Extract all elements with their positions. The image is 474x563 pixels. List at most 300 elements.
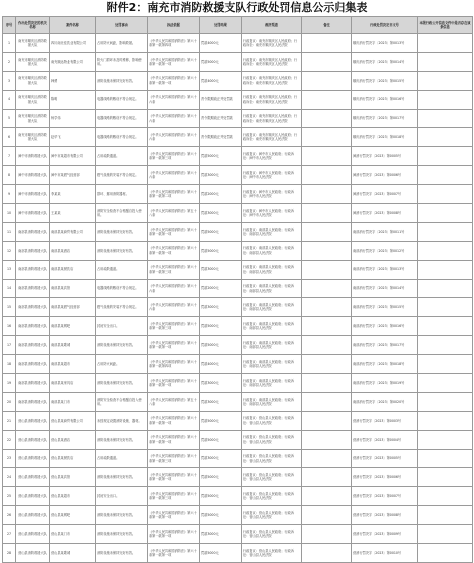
remedy-channel-cell: 行政复议：南充市顺庆区人民政府；行政诉讼：南充市顺庆区人民法院 <box>242 109 302 128</box>
decision-number-cell: 顺庆消行罚决字〔2023〕第0017号 <box>352 109 418 128</box>
row-number-cell: 26 <box>3 506 16 525</box>
row-number-cell: 12 <box>3 241 16 260</box>
penalty-result-cell: 罚款5000元 <box>200 222 242 241</box>
decision-number-cell: 营消行罚决字〔2023〕第0003号 <box>352 411 418 430</box>
violation-reason-cell: 消防设施未保持完好有效。 <box>96 468 148 487</box>
row-number-cell: 27 <box>3 525 16 544</box>
remedy-channel-cell: 行政复议：营山县人民政府；行政诉讼：营山县人民法院 <box>242 525 302 544</box>
violation-reason-cell: 占用防火间距。 <box>96 355 148 374</box>
decision-number-cell: 营消行罚决字〔2023〕第0007号 <box>352 487 418 506</box>
table-row <box>3 317 473 336</box>
disclosure-status-cell <box>418 468 473 487</box>
penalty-result-cell: 罚款5000元 <box>200 506 242 525</box>
row-number-cell: 13 <box>3 260 16 279</box>
authority-name-cell: 南部县消防救援大队 <box>16 392 50 411</box>
row-number-cell: 10 <box>3 204 16 223</box>
row-number-cell: 4 <box>3 90 16 109</box>
row-number-cell: 5 <box>3 109 16 128</box>
document-title: 附件2：南充市消防救援支队行政处罚信息公示归集表 <box>106 1 368 14</box>
case-name-cell: 王某某 <box>50 204 96 223</box>
remedy-channel-cell: 行政复议：南部县人民政府；行政诉讼：南部县人民法院 <box>242 317 302 336</box>
authority-name-cell: 南充市顺庆区消防救援大队 <box>16 128 50 147</box>
authority-name-cell: 营山县消防救援大队 <box>16 430 50 449</box>
case-name-cell: 南部县某门市 <box>50 392 96 411</box>
legal-basis-cell: 《中华人民共和国消防法》第六十条第一款第三项 <box>148 147 200 166</box>
violation-reason-cell: 占用疏散通道。 <box>96 449 148 468</box>
remarks-cell <box>302 90 352 109</box>
remarks-cell <box>302 355 352 374</box>
penalty-result-cell: 责令限期改正并处罚款 <box>200 90 242 109</box>
remarks-cell <box>302 468 352 487</box>
violation-reason-cell: 电器线路的敷设不符合规定。 <box>96 279 148 298</box>
decision-number-cell: 营消行罚决字〔2023〕第0009号 <box>352 525 418 544</box>
legal-basis-cell: 《中华人民共和国消防法》第六十条第一款第二项 <box>148 185 200 204</box>
violation-reason-cell: 消防设施未保持完好有效。 <box>96 544 148 563</box>
violation-reason-cell: 未按规定设置消防设施、器材。 <box>96 411 148 430</box>
remarks-cell <box>302 449 352 468</box>
authority-name-cell: 营山县消防救援大队 <box>16 487 50 506</box>
case-name-cell: 南部县某网吧 <box>50 317 96 336</box>
row-number-cell: 20 <box>3 392 16 411</box>
remedy-channel-cell: 行政复议：南充市顺庆区人民政府；行政诉讼：南充市顺庆区人民法院 <box>242 34 302 53</box>
disclosure-status-cell <box>418 90 473 109</box>
decision-number-cell: 南部消行罚决字〔2023〕第0011号 <box>352 222 418 241</box>
header-cell: 本级行政公开信息文件中是否存在该条信息 <box>418 17 473 34</box>
legal-basis-cell: 《中华人民共和国消防法》第六十条第一款第三项 <box>148 317 200 336</box>
violation-reason-cell: 消防安全检查不合格擅自投入使用。 <box>96 392 148 411</box>
remarks-cell <box>302 392 352 411</box>
disclosure-status-cell <box>418 166 473 185</box>
legal-basis-cell: 《中华人民共和国消防法》第六十条第一款第一项 <box>148 222 200 241</box>
decision-number-cell: 营消行罚决字〔2023〕第0010号 <box>352 544 418 563</box>
table-row <box>3 90 473 109</box>
authority-name-cell: 营山县消防救援大队 <box>16 468 50 487</box>
case-name-cell: 营山县某宾馆 <box>50 468 96 487</box>
case-name-cell: 杨学伟 <box>50 109 96 128</box>
penalty-result-cell: 罚款5000元 <box>200 147 242 166</box>
remedy-channel-cell: 行政复议：南部县人民政府；行政诉讼：南部县人民法院 <box>242 374 302 393</box>
remarks-cell <box>302 430 352 449</box>
case-name-cell: 南部县某餐饮店 <box>50 260 96 279</box>
legal-basis-cell: 《中华人民共和国消防法》第六十六条 <box>148 298 200 317</box>
remarks-cell <box>302 411 352 430</box>
authority-name-cell: 营山县消防救援大队 <box>16 411 50 430</box>
table-row <box>3 449 473 468</box>
remedy-channel-cell: 行政复议：营山县人民政府；行政诉讼：营山县人民法院 <box>242 487 302 506</box>
table-row <box>3 468 473 487</box>
table-row <box>3 34 473 53</box>
row-number-cell: 2 <box>3 52 16 71</box>
remedy-channel-cell: 行政复议：南部县人民政府；行政诉讼：南部县人民法院 <box>242 392 302 411</box>
case-name-cell: 营山县某网吧 <box>50 506 96 525</box>
penalty-table <box>2 16 473 563</box>
penalty-result-cell: 罚款3000元 <box>200 298 242 317</box>
decision-number-cell: 营消行罚决字〔2023〕第0005号 <box>352 449 418 468</box>
authority-name-cell: 阆中市消防救援大队 <box>16 147 50 166</box>
table-row <box>3 222 473 241</box>
decision-number-cell: 阆消行罚决字〔2023〕第0006号 <box>352 166 418 185</box>
remedy-channel-cell: 行政复议：营山县人民政府；行政诉讼：营山县人民法院 <box>242 468 302 487</box>
header-cell: 序号 <box>3 17 16 34</box>
disclosure-status-cell <box>418 241 473 260</box>
legal-basis-cell: 《中华人民共和国消防法》第六十条第一款第一项 <box>148 336 200 355</box>
violation-reason-cell: 占用疏散通道。 <box>96 260 148 279</box>
disclosure-status-cell <box>418 430 473 449</box>
remarks-cell <box>302 71 352 90</box>
legal-basis-cell: 《中华人民共和国消防法》第五十八条 <box>148 204 200 223</box>
table-row <box>3 355 473 374</box>
header-cell: 作出处罚决定的机关名称 <box>16 17 50 34</box>
violation-reason-cell: 封闭安全出口。 <box>96 487 148 506</box>
remarks-cell <box>302 374 352 393</box>
table-row <box>3 525 473 544</box>
disclosure-status-cell <box>418 411 473 430</box>
case-name-cell: 营山县某商贸有限公司 <box>50 411 96 430</box>
penalty-result-cell: 罚款5000元 <box>200 411 242 430</box>
case-name-cell: 南部县某超市 <box>50 355 96 374</box>
disclosure-status-cell <box>418 185 473 204</box>
decision-number-cell: 南部消行罚决字〔2023〕第0014号 <box>352 279 418 298</box>
row-number-cell: 14 <box>3 279 16 298</box>
violation-reason-cell: 损坏、挪用消防器材。 <box>96 185 148 204</box>
violation-reason-cell: 消防设施未保持完好有效。 <box>96 71 148 90</box>
table-row <box>3 411 473 430</box>
penalty-result-cell: 罚款5000元 <box>200 52 242 71</box>
authority-name-cell: 营山县消防救援大队 <box>16 544 50 563</box>
remedy-channel-cell: 行政复议：阆中市人民政府；行政诉讼：阆中市人民法院 <box>242 204 302 223</box>
legal-basis-cell: 《中华人民共和国消防法》第六十条第一款第三项 <box>148 260 200 279</box>
table-row <box>3 52 473 71</box>
disclosure-status-cell <box>418 52 473 71</box>
case-name-cell: 南充顺达物业有限公司 <box>50 52 96 71</box>
authority-name-cell: 南部县消防救援大队 <box>16 317 50 336</box>
row-number-cell: 19 <box>3 374 16 393</box>
legal-basis-cell: 《中华人民共和国消防法》第六十条第一款第一项 <box>148 411 200 430</box>
row-number-cell: 16 <box>3 317 16 336</box>
authority-name-cell: 营山县消防救援大队 <box>16 449 50 468</box>
legal-basis-cell: 《中华人民共和国消防法》第五十八条 <box>148 392 200 411</box>
decision-number-cell: 阆消行罚决字〔2023〕第0008号 <box>352 204 418 223</box>
authority-name-cell: 阆中市消防救援大队 <box>16 185 50 204</box>
authority-name-cell: 南充市顺庆区消防救援大队 <box>16 52 50 71</box>
disclosure-status-cell <box>418 260 473 279</box>
penalty-result-cell: 罚款3000元 <box>200 166 242 185</box>
violation-reason-cell: 电器线路的敷设不符合规定。 <box>96 90 148 109</box>
disclosure-status-cell <box>418 544 473 563</box>
decision-number-cell: 顺庆消行罚决字〔2023〕第0014号 <box>352 52 418 71</box>
row-number-cell: 7 <box>3 147 16 166</box>
table-row <box>3 487 473 506</box>
table-row <box>3 128 473 147</box>
remedy-channel-cell: 行政复议：南部县人民政府；行政诉讼：南部县人民法院 <box>242 222 302 241</box>
remedy-channel-cell: 行政复议：南充市顺庆区人民政府；行政诉讼：南充市顺庆区人民法院 <box>242 128 302 147</box>
disclosure-status-cell <box>418 355 473 374</box>
legal-basis-cell: 《中华人民共和国消防法》第六十条第一款第一项 <box>148 506 200 525</box>
penalty-result-cell: 罚款5000元 <box>200 487 242 506</box>
remarks-cell <box>302 34 352 53</box>
remarks-cell <box>302 128 352 147</box>
violation-reason-cell: 消防设施未保持完好有效。 <box>96 506 148 525</box>
legal-basis-cell: 《中华人民共和国消防法》第六十六条 <box>148 128 200 147</box>
case-name-cell: 李某某 <box>50 185 96 204</box>
authority-name-cell: 南充市顺庆区消防救援大队 <box>16 90 50 109</box>
remedy-channel-cell: 行政复议：营山县人民政府；行政诉讼：营山县人民法院 <box>242 544 302 563</box>
remarks-cell <box>302 109 352 128</box>
penalty-result-cell: 罚款3000元 <box>200 204 242 223</box>
remedy-channel-cell: 行政复议：营山县人民政府；行政诉讼：营山县人民法院 <box>242 449 302 468</box>
decision-number-cell: 阆消行罚决字〔2023〕第0007号 <box>352 185 418 204</box>
disclosure-status-cell <box>418 222 473 241</box>
table-row <box>3 109 473 128</box>
case-name-cell: 南部县某酒店 <box>50 241 96 260</box>
violation-reason-cell: 燃气设施的安装不符合规定。 <box>96 166 148 185</box>
disclosure-status-cell <box>418 279 473 298</box>
disclosure-status-cell <box>418 147 473 166</box>
row-number-cell: 24 <box>3 468 16 487</box>
disclosure-status-cell <box>418 71 473 90</box>
row-number-cell: 22 <box>3 430 16 449</box>
remarks-cell <box>302 147 352 166</box>
table-row <box>3 185 473 204</box>
remarks-cell <box>302 260 352 279</box>
case-name-cell: 营山县某酒店 <box>50 430 96 449</box>
authority-name-cell: 南部县消防救援大队 <box>16 355 50 374</box>
table-row <box>3 392 473 411</box>
disclosure-status-cell <box>418 506 473 525</box>
remedy-channel-cell: 行政复议：南部县人民政府；行政诉讼：南部县人民法院 <box>242 336 302 355</box>
violation-reason-cell: 占用疏散通道。 <box>96 147 148 166</box>
remedy-channel-cell: 行政复议：南充市顺庆区人民政府；行政诉讼：南充市顺庆区人民法院 <box>242 71 302 90</box>
decision-number-cell: 营消行罚决字〔2023〕第0008号 <box>352 506 418 525</box>
remedy-channel-cell: 行政复议：营山县人民政府；行政诉讼：营山县人民法院 <box>242 506 302 525</box>
disclosure-status-cell <box>418 374 473 393</box>
disclosure-status-cell <box>418 298 473 317</box>
row-number-cell: 28 <box>3 544 16 563</box>
remedy-channel-cell: 行政复议：营山县人民政府；行政诉讼：营山县人民法院 <box>242 430 302 449</box>
legal-basis-cell: 《中华人民共和国消防法》第六十六条 <box>148 279 200 298</box>
violation-reason-cell: 消防设施未保持完好有效。 <box>96 222 148 241</box>
penalty-result-cell: 罚款5000元 <box>200 430 242 449</box>
table-row <box>3 166 473 185</box>
violation-reason-cell: 占用防火间距，影响救援。 <box>96 34 148 53</box>
violation-reason-cell: 电器线路的敷设不符合规定。 <box>96 109 148 128</box>
penalty-result-cell: 罚款5000元 <box>200 336 242 355</box>
legal-basis-cell: 《中华人民共和国消防法》第六十条第一款第一项 <box>148 525 200 544</box>
table-row <box>3 374 473 393</box>
legal-basis-cell: 《中华人民共和国消防法》第六十条第一款第三项 <box>148 449 200 468</box>
decision-number-cell: 营消行罚决字〔2023〕第0004号 <box>352 430 418 449</box>
case-name-cell: 营山县某门市 <box>50 525 96 544</box>
table-row <box>3 544 473 563</box>
decision-number-cell: 南部消行罚决字〔2023〕第0019号 <box>352 374 418 393</box>
penalty-result-cell: 罚款4000元 <box>200 34 242 53</box>
violation-reason-cell: 消防安全检查不合格擅自投入使用。 <box>96 204 148 223</box>
legal-basis-cell: 《中华人民共和国消防法》第六十条第一款第一项 <box>148 468 200 487</box>
disclosure-status-cell <box>418 449 473 468</box>
penalty-result-cell: 罚款5000元 <box>200 317 242 336</box>
case-name-cell: 营山县某超市 <box>50 487 96 506</box>
disclosure-status-cell <box>418 392 473 411</box>
legal-basis-cell: 《中华人民共和国消防法》第六十条第一款第一项 <box>148 430 200 449</box>
remarks-cell <box>302 544 352 563</box>
penalty-result-cell: 罚款5000元 <box>200 241 242 260</box>
violation-reason-cell: 消防设施未保持完好有效。 <box>96 525 148 544</box>
table-row <box>3 506 473 525</box>
penalty-result-cell: 罚款4000元 <box>200 355 242 374</box>
remedy-channel-cell: 行政复议：营山县人民政府；行政诉讼：营山县人民法院 <box>242 411 302 430</box>
case-name-cell: 阆中市某燃气经营部 <box>50 166 96 185</box>
violation-reason-cell: 消防设施未保持完好有效。 <box>96 374 148 393</box>
header-cell: 处罚事由 <box>96 17 148 34</box>
legal-basis-cell: 《中华人民共和国消防法》第六十条第一款第一项 <box>148 71 200 90</box>
case-name-cell: 南部县某歌城 <box>50 336 96 355</box>
header-cell: 救济渠道 <box>242 17 302 34</box>
table-body <box>3 34 473 563</box>
decision-number-cell: 南部消行罚决字〔2023〕第0016号 <box>352 317 418 336</box>
remarks-cell <box>302 241 352 260</box>
remarks-cell <box>302 336 352 355</box>
remedy-channel-cell: 行政复议：南充市顺庆区人民政府；行政诉讼：南充市顺庆区人民法院 <box>242 90 302 109</box>
disclosure-status-cell <box>418 204 473 223</box>
legal-basis-cell: 《中华人民共和国消防法》第六十条第一款第一项 <box>148 544 200 563</box>
penalty-result-cell: 罚款3000元 <box>200 374 242 393</box>
decision-number-cell: 南部消行罚决字〔2023〕第0018号 <box>352 355 418 374</box>
legal-basis-cell: 《中华人民共和国消防法》第六十条第一款第四项 <box>148 355 200 374</box>
row-number-cell: 21 <box>3 411 16 430</box>
case-name-cell: 陈明 <box>50 90 96 109</box>
decision-number-cell: 阆消行罚决字〔2023〕第0005号 <box>352 147 418 166</box>
case-name-cell: 阆中市某超市有限公司 <box>50 147 96 166</box>
remarks-cell <box>302 298 352 317</box>
case-name-cell: 南部县某宾馆 <box>50 279 96 298</box>
table-row <box>3 147 473 166</box>
legal-basis-cell: 《中华人民共和国消防法》第六十条第一款第一项 <box>148 52 200 71</box>
authority-name-cell: 南部县消防救援大队 <box>16 260 50 279</box>
header-cell: 备注 <box>302 17 352 34</box>
authority-name-cell: 营山县消防救援大队 <box>16 506 50 525</box>
row-number-cell: 9 <box>3 185 16 204</box>
authority-name-cell: 南部县消防救援大队 <box>16 222 50 241</box>
case-name-cell: 四川南北佳饮业有限公司 <box>50 34 96 53</box>
legal-basis-cell: 《中华人民共和国消防法》第六十六条 <box>148 166 200 185</box>
remedy-channel-cell: 行政复议：阆中市人民政府；行政诉讼：阆中市人民法院 <box>242 185 302 204</box>
authority-name-cell: 南部县消防救援大队 <box>16 298 50 317</box>
decision-number-cell: 营消行罚决字〔2023〕第0006号 <box>352 468 418 487</box>
decision-number-cell: 顺庆消行罚决字〔2023〕第0013号 <box>352 34 418 53</box>
authority-name-cell: 南部县消防救援大队 <box>16 374 50 393</box>
disclosure-status-cell <box>418 336 473 355</box>
remarks-cell <box>302 166 352 185</box>
row-number-cell: 17 <box>3 336 16 355</box>
decision-number-cell: 南部消行罚决字〔2023〕第0012号 <box>352 241 418 260</box>
remedy-channel-cell: 行政复议：南充市顺庆区人民政府；行政诉讼：南充市顺庆区人民法院 <box>242 52 302 71</box>
remarks-cell <box>302 204 352 223</box>
penalty-result-cell: 罚款2000元 <box>200 279 242 298</box>
authority-name-cell: 南部县消防救援大队 <box>16 336 50 355</box>
table-header <box>3 17 473 34</box>
row-number-cell: 25 <box>3 487 16 506</box>
legal-basis-cell: 《中华人民共和国消防法》第六十条第一款第三项 <box>148 487 200 506</box>
case-name-cell: 营山县某餐饮店 <box>50 449 96 468</box>
remedy-channel-cell: 行政复议：南部县人民政府；行政诉讼：南部县人民法院 <box>242 279 302 298</box>
disclosure-status-cell <box>418 487 473 506</box>
case-name-cell: 南部县某家具店 <box>50 374 96 393</box>
table-row <box>3 336 473 355</box>
authority-name-cell: 南充市顺庆区消防救援大队 <box>16 71 50 90</box>
decision-number-cell: 南部消行罚决字〔2023〕第0020号 <box>352 392 418 411</box>
header-cell: 案件名称 <box>50 17 96 34</box>
row-number-cell: 1 <box>3 34 16 53</box>
remedy-channel-cell: 行政复议：南部县人民政府；行政诉讼：南部县人民法院 <box>242 298 302 317</box>
row-number-cell: 8 <box>3 166 16 185</box>
violation-reason-cell: 消防设施未保持完好有效。 <box>96 336 148 355</box>
authority-name-cell: 阆中市消防救援大队 <box>16 166 50 185</box>
header-cell: 执法依据 <box>148 17 200 34</box>
authority-name-cell: 阆中市消防救援大队 <box>16 204 50 223</box>
penalty-result-cell: 罚款5000元 <box>200 468 242 487</box>
header-cell: 行政处罚决定书文号 <box>352 17 418 34</box>
case-name-cell: 营山县某歌城 <box>50 544 96 563</box>
table-row <box>3 430 473 449</box>
remedy-channel-cell: 行政复议：南部县人民政府；行政诉讼：南部县人民法院 <box>242 241 302 260</box>
violation-reason-cell: 消防设施未保持完好有效。 <box>96 241 148 260</box>
remedy-channel-cell: 行政复议：阆中市人民政府；行政诉讼：阆中市人民法院 <box>242 147 302 166</box>
remarks-cell <box>302 185 352 204</box>
legal-basis-cell: 《中华人民共和国消防法》第六十六条 <box>148 90 200 109</box>
disclosure-status-cell <box>418 525 473 544</box>
authority-name-cell: 南部县消防救援大队 <box>16 241 50 260</box>
remedy-channel-cell: 行政复议：南部县人民政府；行政诉讼：南部县人民法院 <box>242 355 302 374</box>
header-row <box>3 17 473 34</box>
remarks-cell <box>302 222 352 241</box>
table-row <box>3 204 473 223</box>
header-cell: 处罚结果 <box>200 17 242 34</box>
table-row <box>3 298 473 317</box>
penalty-result-cell: 罚款5000元 <box>200 544 242 563</box>
legal-basis-cell: 《中华人民共和国消防法》第六十条第一款第一项 <box>148 241 200 260</box>
authority-name-cell: 南部县消防救援大队 <box>16 279 50 298</box>
remarks-cell <box>302 52 352 71</box>
decision-number-cell: 南部消行罚决字〔2023〕第0017号 <box>352 336 418 355</box>
table-row <box>3 279 473 298</box>
penalty-result-cell: 罚款3000元 <box>200 260 242 279</box>
decision-number-cell: 南部消行罚决字〔2023〕第0015号 <box>352 298 418 317</box>
penalty-result-cell: 罚款3000元 <box>200 392 242 411</box>
legal-basis-cell: 《中华人民共和国消防法》第六十条第一款第四项 <box>148 34 200 53</box>
disclosure-status-cell <box>418 128 473 147</box>
decision-number-cell: 顺庆消行罚决字〔2023〕第0015号 <box>352 71 418 90</box>
violation-reason-cell: 电器线路的敷设不符合规定。 <box>96 128 148 147</box>
legal-basis-cell: 《中华人民共和国消防法》第六十六条 <box>148 109 200 128</box>
authority-name-cell: 南充市顺庆区消防救援大队 <box>16 109 50 128</box>
remarks-cell <box>302 279 352 298</box>
violation-reason-cell: 封闭安全出口。 <box>96 317 148 336</box>
decision-number-cell: 顺庆消行罚决字〔2023〕第0016号 <box>352 90 418 109</box>
remedy-channel-cell: 行政复议：南部县人民政府；行政诉讼：南部县人民法院 <box>242 260 302 279</box>
remedy-channel-cell: 行政复议：阆中市人民政府；行政诉讼：阆中市人民法院 <box>242 166 302 185</box>
disclosure-status-cell <box>418 34 473 53</box>
row-number-cell: 6 <box>3 128 16 147</box>
authority-name-cell: 南充市顺庆区消防救援大队 <box>16 34 50 53</box>
row-number-cell: 23 <box>3 449 16 468</box>
row-number-cell: 11 <box>3 222 16 241</box>
penalty-result-cell: 罚款3000元 <box>200 525 242 544</box>
case-name-cell: 韩勇 <box>50 71 96 90</box>
remarks-cell <box>302 487 352 506</box>
legal-basis-cell: 《中华人民共和国消防法》第六十条第一款第一项 <box>148 374 200 393</box>
row-number-cell: 3 <box>3 71 16 90</box>
violation-reason-cell: 燃气设施的安装不符合规定。 <box>96 298 148 317</box>
